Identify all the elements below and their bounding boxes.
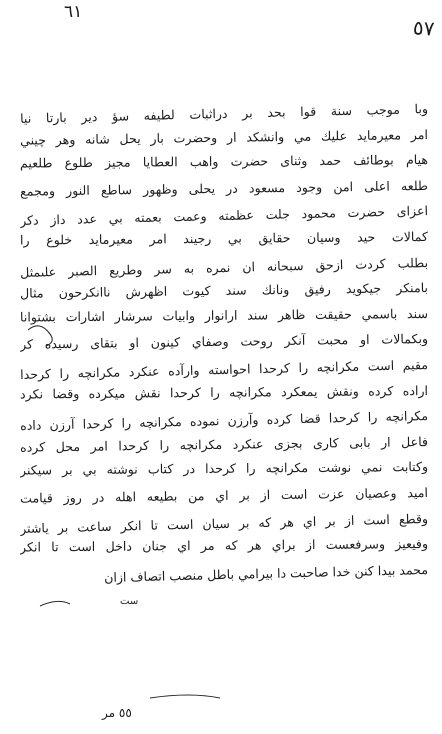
margin-flourish xyxy=(40,601,70,606)
manuscript-line: بامنكر جيكويد رفيق ونانك سند كيوت اظهرش ناانكرحون مثال xyxy=(19,280,429,301)
manuscript-line: وبا موجب سنة قوا بحد بر دراثبات لطيفه سؤ دير بارتا نيا xyxy=(19,101,429,126)
page-number: ٥٧ xyxy=(411,15,435,41)
folio-number: ٦١ xyxy=(64,2,83,22)
manuscript-line: طلعه اعلى امن وجود مسعود در يحلى وظهور ساطع النور ومجمع xyxy=(19,177,429,199)
manuscript-line: وبكمالات او محبت آنكر روحت وصفاي كينون او بتقاى رسيده كر xyxy=(19,331,429,353)
manuscript-line: وقطع است از بر اي هر كه بر سيان است تا انكر ساعت بر ياشتر xyxy=(19,510,429,536)
manuscript-line: كمالات حيد وسيان حقايق بي رجيند امر معيرمايد خلوع را xyxy=(19,228,429,248)
manuscript-line: فاعل ار بابى كارى بجزى عنكرد مكرانچه را كرحدا امر محل كرده xyxy=(19,433,429,455)
manuscript-line: وفيعيز وسرفعست از براي هر كه مر اي جنان داخل است تا انكر xyxy=(19,536,429,555)
manuscript-line: مقيم است مكرانچه را كرحدا احواسته وارآده عنكرد مكرانچه را كرحدا xyxy=(19,356,429,382)
manuscript-line: اميد وعصيان عزت است از بر اي من بطيعه اهله در روز قيامت xyxy=(19,484,429,506)
manuscript-line: اعزاى حضرت محمود جلت عظمته وعمت بعمته بي عدد داز دكر xyxy=(19,203,429,229)
manuscript-line: سند باسمي حقيقت ظاهر سند ارانوار وابيات سرشار اشارات بشتوانا xyxy=(19,305,429,325)
manuscript-line: محمد بيدا كنن خدا صاحبت دا بيرامي باطل منصب اتصاف ازان xyxy=(103,561,429,585)
manuscript-line: مكرانچه را كرحدا قضا كرده وآرزن نموده مكرانچه را كرحدا آرزن داده xyxy=(19,408,429,434)
underline-stroke xyxy=(150,695,220,698)
manuscript-line: بطلب كردت ازحق سبحانه ان نمره به سر وطريع الصبر علىمثل xyxy=(19,254,429,280)
manuscript-line: امر معيرمايد عليك مي وانشكد ار وحضرت بار يحل شانه وهر چيني xyxy=(19,126,429,148)
manuscript-line: هيام بوطائف حمد وثناى حضرت واهب العطايا مجيز طلوع طلعيم xyxy=(19,152,429,171)
footer-mark: ٥٥ مر xyxy=(102,706,132,720)
manuscript-line: اراده كرده ونقش يمعكرد مكرانچه را كرحدا نقش ميكرده وقضا نكرد xyxy=(19,382,429,402)
interline-note: ست xyxy=(120,596,139,607)
manuscript-text xyxy=(19,96,429,585)
manuscript-line: وكتابت نمي نوشت مكرانچه را كرحدا در كتاب نوشته بي بر سيكنر xyxy=(19,459,429,478)
